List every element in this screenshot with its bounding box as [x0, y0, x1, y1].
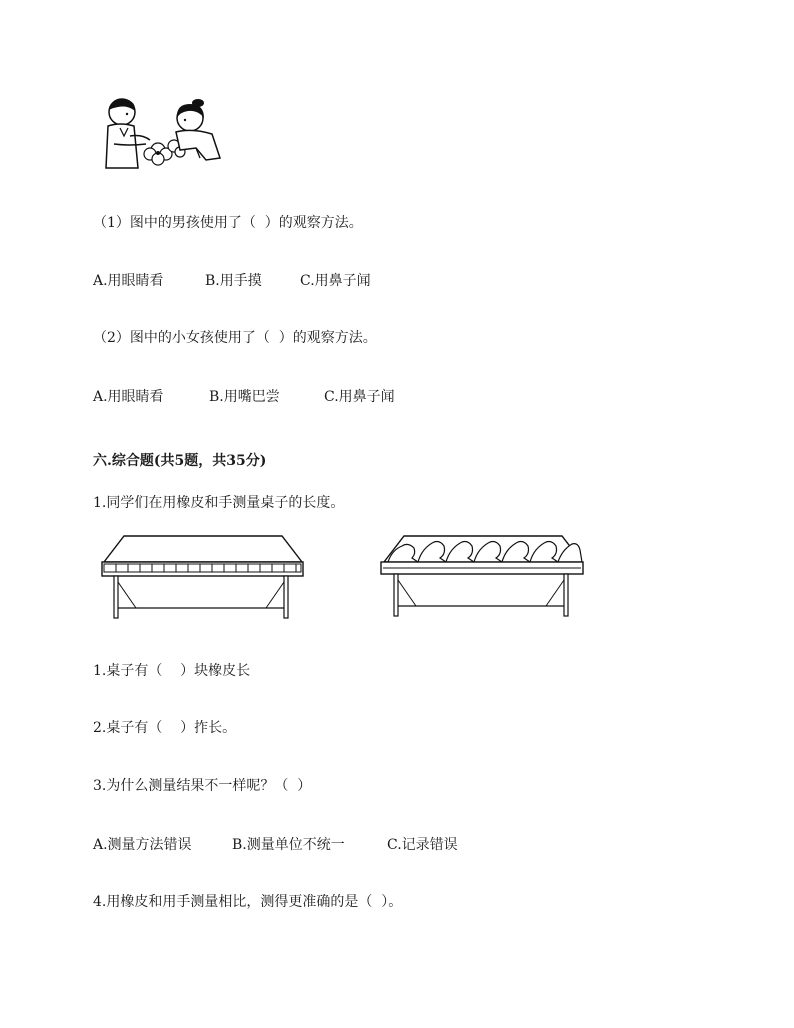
question-2-text: （2）图中的小女孩使用了（ ）的观察方法。	[93, 330, 377, 346]
section-6-subquestion-2: 2.桌子有（ ）拃长。	[93, 720, 237, 736]
section-6-heading: 六.综合题(共5题，共35分)	[93, 453, 267, 469]
question-2-option-a[interactable]: A.用眼睛看	[93, 389, 164, 405]
section-6-subquestion-1: 1.桌子有（ ）块橡皮长	[93, 663, 251, 679]
table-measured-with-erasers-illustration	[100, 532, 305, 620]
question-1-option-b[interactable]: B.用手摸	[205, 273, 262, 289]
question-1-text: （1）图中的男孩使用了（ ）的观察方法。	[93, 215, 363, 231]
question-2-option-c[interactable]: C.用鼻子闻	[324, 389, 395, 405]
subquestion-3-option-b[interactable]: B.测量单位不统一	[232, 837, 345, 853]
section-6-subquestion-4: 4.用橡皮和用手测量相比，测得更准确的是（ ）。	[93, 894, 403, 910]
table-measured-with-hands-illustration	[378, 530, 586, 620]
question-1-option-a[interactable]: A.用眼睛看	[93, 273, 164, 289]
question-2-option-b[interactable]: B.用嘴巴尝	[209, 389, 280, 405]
subquestion-3-option-c[interactable]: C.记录错误	[387, 837, 458, 853]
section-6-subquestion-3: 3.为什么测量结果不一样呢？（ ）	[93, 778, 312, 794]
subquestion-3-option-a[interactable]: A.测量方法错误	[93, 837, 192, 853]
section-6-question-1-text: 1.同学们在用橡皮和手测量桌子的长度。	[93, 495, 345, 511]
question-1-option-c[interactable]: C.用鼻子闻	[300, 273, 371, 289]
children-observing-flower-illustration	[100, 96, 235, 176]
